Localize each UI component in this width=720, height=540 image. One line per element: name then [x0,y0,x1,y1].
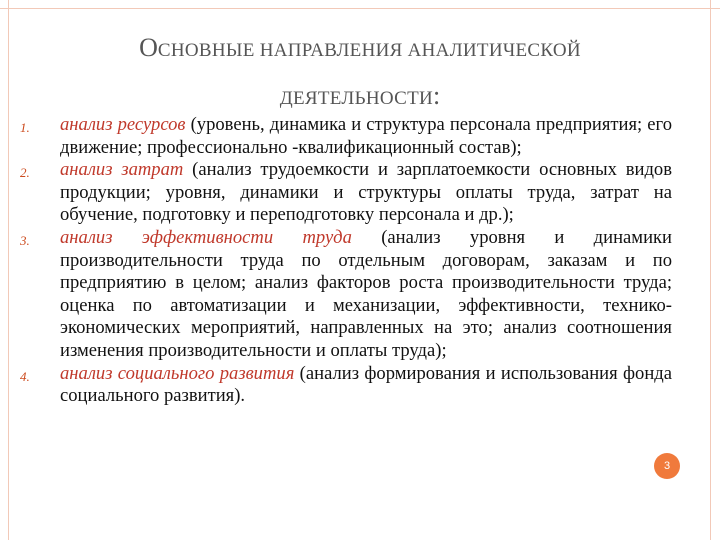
list-item-description: (анализ трудоемкости и зарплатоемкости основных видов продукции; уровня, динамики и структуры оплаты труда, затрат на обучение, подготовку и переподготовку персонала и др.); [60,159,672,226]
list-item-description: (уровень, динамика и структура персонала предприятия; его движение; профессионально -квалификационный состав); [60,114,672,158]
list-item-number: 4. [20,368,30,384]
list-item-emphasis: анализ социального развития [60,362,295,384]
list-item-number: 2. [20,165,30,181]
title-line-1-text: СНОВНЫЕ НАПРАВЛЕНИЯ АНАЛИТИЧЕСКОЙ [157,40,581,61]
numbered-list [20,114,672,408]
slide-title [60,26,660,122]
list-item-description: (анализ формирования и использования фонда социального развития). [60,362,672,407]
list-item-text [60,227,672,363]
list-item [20,159,672,227]
list-item-emphasis: анализ ресурсов [60,114,186,135]
page-number-badge: 3 [654,453,680,479]
list-item [20,114,672,159]
list-item [20,227,672,363]
list-item-text [60,159,672,227]
list-item-number: 1. [20,120,30,135]
list-item-number: 3. [20,232,30,248]
list-item-text [60,363,672,408]
list-item-emphasis: анализ затрат [60,159,184,181]
frame-left-line [8,0,9,540]
list-item-text [60,114,672,159]
list-item-description: (анализ уровня и динамики производительности труда по отдельным договорам, заказам и по предприятию в целом; анализ факторов роста производительности труда; оценка по автоматизации и механизации, эффективности, технико-экономических мероприятий, направленных на это; анализ соотношения изменения производительности и оплаты труда); [60,226,673,361]
title-line-1 [60,26,660,74]
list-item-emphasis: анализ эффективности труда [60,226,352,248]
title-colon: : [433,81,441,110]
list-item [20,363,672,408]
title-initial-letter: О [139,33,158,62]
title-line-2-text: ДЕЯТЕЛЬНОСТИ [279,88,434,109]
frame-top-line [0,8,720,9]
frame-right-line [710,0,711,540]
